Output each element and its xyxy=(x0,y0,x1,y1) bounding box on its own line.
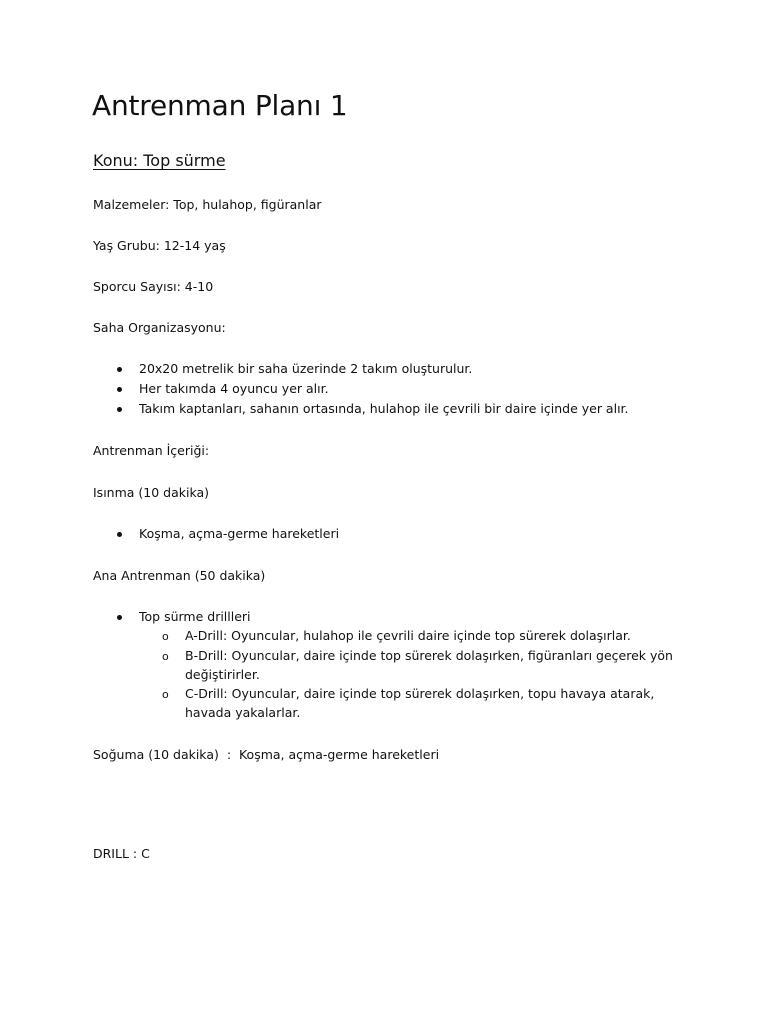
list-item: Takım kaptanları, sahanın ortasında, hulahop ile çevrili bir daire içinde yer alır. xyxy=(139,401,629,416)
sub-list-item: C-Drill: Oyuncular, daire içinde top sürerek dolaşırken, topu havaya atarak, xyxy=(185,686,655,701)
topic-heading: Konu: Top sürme xyxy=(93,151,226,170)
bullet-icon xyxy=(117,407,122,412)
list-item: Her takımda 4 oyuncu yer alır. xyxy=(139,381,329,396)
main-training-heading: Ana Antrenman (50 dakika) xyxy=(93,568,266,583)
age-group-line: Yaş Grubu: 12-14 yaş xyxy=(93,238,226,253)
bullet-icon xyxy=(117,387,122,392)
sub-list-item: B-Drill: Oyuncular, daire içinde top sürerek dolaşırken, figüranları geçerek yön xyxy=(185,648,673,663)
field-organization-heading: Saha Organizasyonu: xyxy=(93,320,226,335)
sub-list-item: A-Drill: Oyuncular, hulahop ile çevrili daire içinde top sürerek dolaşırlar. xyxy=(185,628,631,643)
drill-label: DRILL : C xyxy=(93,846,150,861)
bullet-icon xyxy=(117,532,122,537)
cooldown-line: Soğuma (10 dakika) : Koşma, açma-germe hareketleri xyxy=(93,747,440,762)
warmup-heading: Isınma (10 dakika) xyxy=(93,485,210,500)
training-content-heading: Antrenman İçeriği: xyxy=(93,443,210,458)
bullet-icon xyxy=(117,615,122,620)
circle-bullet-icon: o xyxy=(162,688,169,701)
list-item: Top sürme drillleri xyxy=(139,609,251,624)
athlete-count-line: Sporcu Sayısı: 4-10 xyxy=(93,279,214,294)
list-item: 20x20 metrelik bir saha üzerinde 2 takım oluşturulur. xyxy=(139,361,473,376)
sub-list-item-continuation: havada yakalarlar. xyxy=(185,705,301,720)
list-item: Koşma, açma-germe hareketleri xyxy=(139,526,340,541)
circle-bullet-icon: o xyxy=(162,630,169,643)
bullet-icon xyxy=(117,367,122,372)
circle-bullet-icon: o xyxy=(162,650,169,663)
page-title: Antrenman Planı 1 xyxy=(92,89,348,122)
sub-list-item-continuation: değiştirirler. xyxy=(185,667,260,682)
materials-line: Malzemeler: Top, hulahop, figüranlar xyxy=(93,197,322,212)
